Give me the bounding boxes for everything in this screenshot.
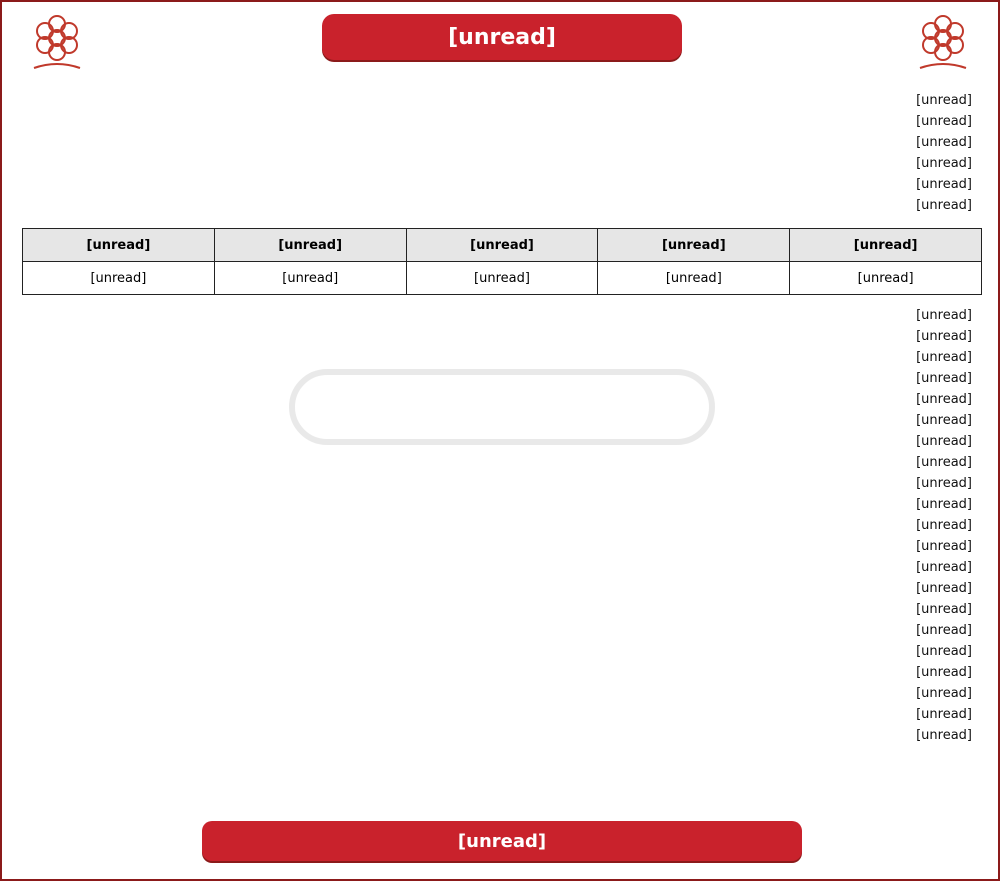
body-line: [unread] <box>916 329 972 344</box>
emblem-logo-left <box>22 8 92 78</box>
intro-line: [unread] <box>916 114 972 129</box>
table-header-cell: [unread] <box>598 229 790 262</box>
intro-line: [unread] <box>916 93 972 108</box>
body-line: [unread] <box>916 623 972 638</box>
body-line: [unread] <box>916 434 972 449</box>
body-line: [unread] <box>916 371 972 386</box>
body-line: [unread] <box>916 602 972 617</box>
table-header-cell: [unread] <box>23 229 215 262</box>
body-line: [unread] <box>916 476 972 491</box>
footer-text: [unread] <box>457 830 547 852</box>
intro-line: [unread] <box>916 156 972 171</box>
page-title: [unread] <box>448 24 556 50</box>
footer-banner <box>202 821 802 861</box>
table-cell: [unread] <box>23 262 215 295</box>
body-line: [unread] <box>916 539 972 554</box>
announcement-body <box>32 90 972 809</box>
body-line: [unread] <box>916 581 972 596</box>
flower-emblem-icon <box>908 8 978 78</box>
terms-paragraph <box>32 305 972 746</box>
table-header-cell: [unread] <box>790 229 982 262</box>
title-banner <box>322 14 682 60</box>
table-row <box>23 262 982 295</box>
table-cell: [unread] <box>406 262 598 295</box>
emblem-logo-right <box>908 8 978 78</box>
table-cell: [unread] <box>598 262 790 295</box>
table-header-row <box>23 229 982 262</box>
body-line: [unread] <box>916 350 972 365</box>
body-line: [unread] <box>916 497 972 512</box>
intro-paragraph <box>32 90 972 216</box>
body-line: [unread] <box>916 728 972 743</box>
table-header-cell: [unread] <box>406 229 598 262</box>
table-header-cell: [unread] <box>214 229 406 262</box>
intro-line: [unread] <box>916 135 972 150</box>
body-line: [unread] <box>916 392 972 407</box>
items-table <box>22 228 982 295</box>
intro-line: [unread] <box>916 198 972 213</box>
body-line: [unread] <box>916 665 972 680</box>
body-line: [unread] <box>916 518 972 533</box>
flower-emblem-icon <box>22 8 92 78</box>
body-line: [unread] <box>916 560 972 575</box>
table-cell: [unread] <box>214 262 406 295</box>
intro-line: [unread] <box>916 177 972 192</box>
table-cell: [unread] <box>790 262 982 295</box>
body-line: [unread] <box>916 644 972 659</box>
body-line: [unread] <box>916 707 972 722</box>
body-line: [unread] <box>916 686 972 701</box>
body-line: [unread] <box>916 308 972 323</box>
body-line: [unread] <box>916 413 972 428</box>
body-line: [unread] <box>916 455 972 470</box>
